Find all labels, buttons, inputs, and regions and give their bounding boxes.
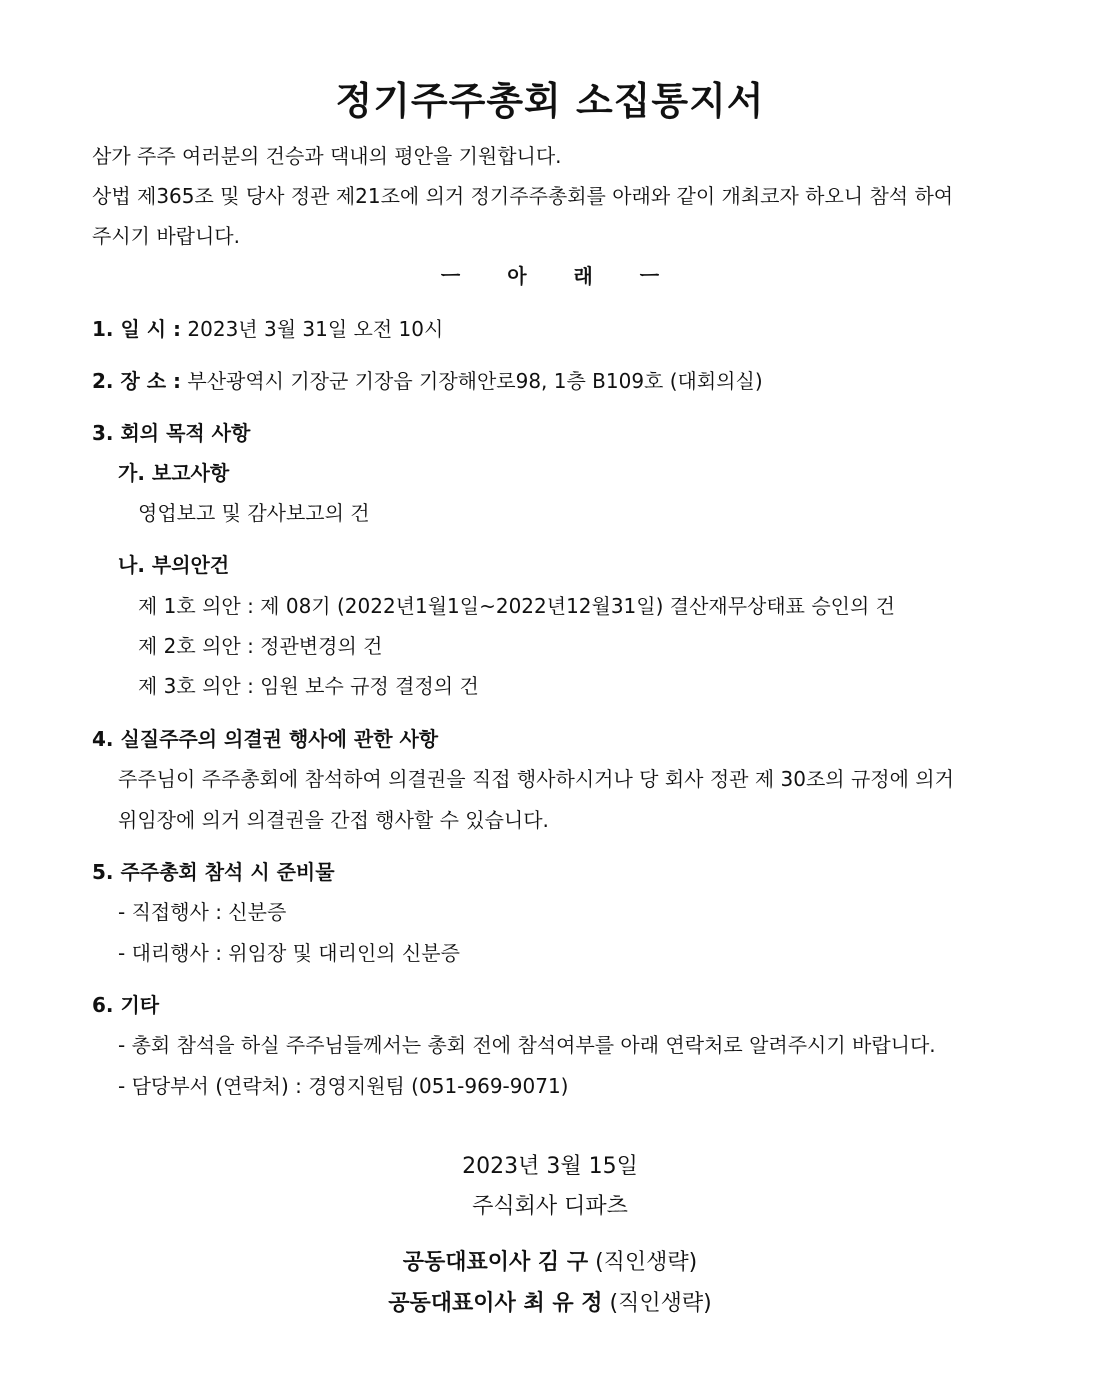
- item-datetime: [92, 315, 443, 343]
- representative-2-name: 공동대표이사 최 유 정: [388, 1291, 603, 1316]
- preparation-line-1: - 직접행사 : 신분증: [118, 900, 287, 924]
- intro-line-1: 삼가 주주 여러분의 건승과 댁내의 평안을 기원합니다.: [92, 144, 562, 168]
- voting-line-2: 위임장에 의거 의결권을 간접 행사할 수 있습니다.: [118, 808, 549, 832]
- item-purpose-heading: 3. 회의 목적 사항: [92, 421, 251, 445]
- agenda-item-3: 제 3호 의안 : 임원 보수 규정 결정의 건: [138, 674, 479, 698]
- item-etc-heading: 6. 기타: [92, 993, 160, 1017]
- etc-line-2: - 담당부서 (연락처) : 경영지원팀 (051-969-9071): [118, 1074, 569, 1098]
- representative-2: [0, 1290, 1100, 1318]
- intro-line-2: 상법 제365조 및 당사 정관 제21조에 의거 정기주주총회를 아래와 같이 개최코자 하오니 참석 하여: [92, 184, 954, 208]
- agenda-item-1: 제 1호 의안 : 제 08기 (2022년1월1일~2022년12월31일) 결산재무상태표 승인의 건: [138, 594, 895, 618]
- item-location-label: 2. 장 소 :: [92, 369, 182, 393]
- item-voting-heading: 4. 실질주주의 의결권 행사에 관한 사항: [92, 727, 439, 751]
- report-text: 영업보고 및 감사보고의 건: [138, 501, 370, 525]
- document-title: 정기주주총회 소집통지서: [335, 79, 765, 123]
- item-datetime-label: 1. 일 시 :: [92, 317, 182, 341]
- company-name: 주식회사 디파츠: [472, 1194, 628, 1219]
- notice-date: 2023년 3월 15일: [462, 1154, 638, 1179]
- etc-line-1: - 총회 참석을 하실 주주님들께서는 총회 전에 참석여부를 아래 연락처로 알려주시기 바랍니다.: [118, 1033, 936, 1057]
- agenda-item-2: 제 2호 의안 : 정관변경의 건: [138, 634, 383, 658]
- intro-line-3: 주시기 바랍니다.: [92, 224, 240, 248]
- representative-1: [0, 1249, 1100, 1277]
- representative-1-seal: (직인생략): [588, 1250, 698, 1275]
- notice-heading: ㅡ 아 래 ㅡ: [440, 264, 660, 288]
- item-location: [92, 367, 763, 395]
- representative-2-seal: (직인생략): [602, 1291, 712, 1316]
- preparation-line-2: - 대리행사 : 위임장 및 대리인의 신분증: [118, 941, 460, 965]
- item-preparation-heading: 5. 주주총회 참석 시 준비물: [92, 860, 335, 884]
- voting-line-1: 주주님이 주주총회에 참석하여 의결권을 직접 행사하시거나 당 회사 정관 제 30조의 규정에 의거: [118, 767, 954, 791]
- item-location-value: 부산광역시 기장군 기장읍 기장해안로98, 1층 B109호 (대회의실): [181, 369, 763, 393]
- report-heading: 가. 보고사항: [118, 461, 230, 485]
- item-datetime-value: 2023년 3월 31일 오전 10시: [181, 317, 444, 341]
- agenda-heading: 나. 부의안건: [118, 553, 230, 577]
- representative-1-name: 공동대표이사 김 구: [402, 1250, 589, 1275]
